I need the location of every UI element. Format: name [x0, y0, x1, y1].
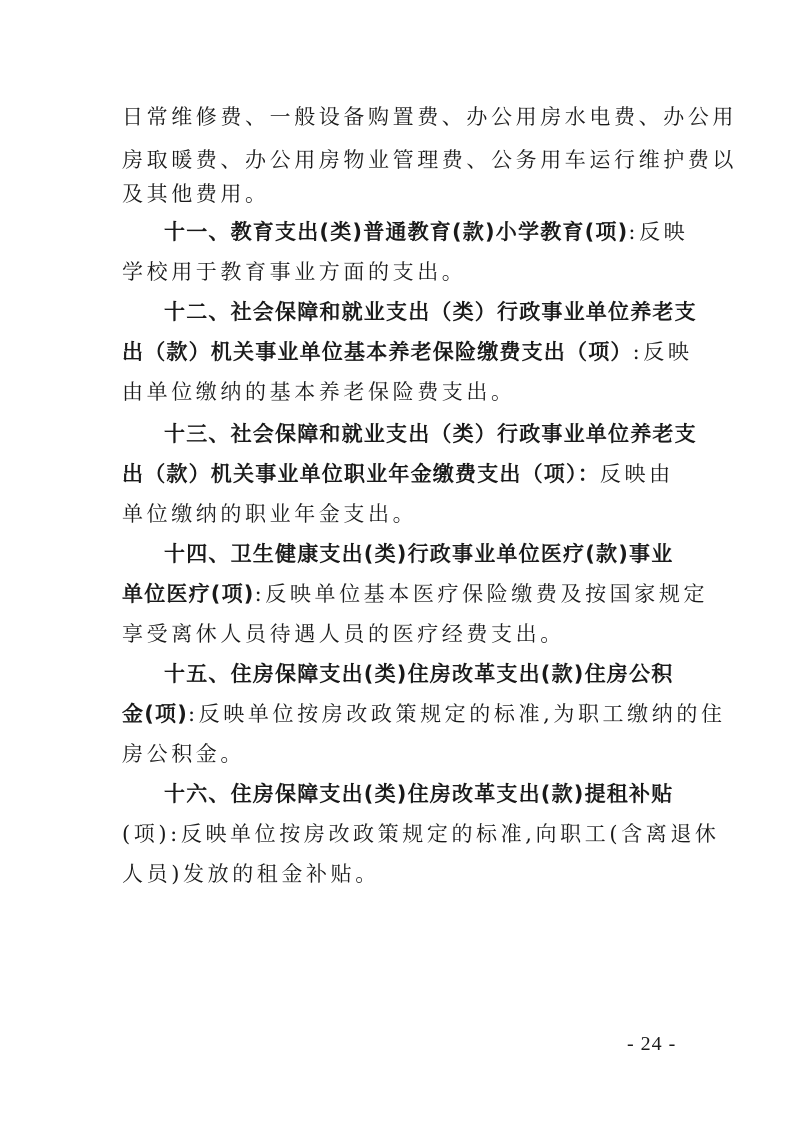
item-11-text: :反映 — [628, 220, 689, 244]
item-16-line-2: (项):反映单位按房改政策规定的标准,向职工(含离退休 — [122, 822, 720, 846]
item-15-heading-part-1: 十五、住房保障支出(类)住房改革支出(款)住房公积 — [164, 662, 674, 686]
item-12-text: :反映 — [632, 340, 693, 364]
item-14-text: :反映单位基本医疗保险缴费及按国家规定 — [254, 582, 709, 606]
item-11-line-2: 学校用于教育事业方面的支出。 — [122, 260, 467, 284]
intro-line-2: 房取暖费、办公用房物业管理费、公务用车运行维护费以 — [122, 148, 737, 172]
item-15-heading-part-2: 金(项) — [122, 702, 188, 726]
item-14-line-3: 享受离休人员待遇人员的医疗经费支出。 — [122, 622, 565, 646]
item-14-heading-part-2: 单位医疗(项) — [122, 582, 255, 606]
item-12-line-2 — [122, 336, 693, 368]
item-14-heading-part-1: 十四、卫生健康支出(类)行政事业单位医疗(款)事业 — [164, 542, 674, 566]
item-13-heading-part-2: 出（款）机关事业单位职业年金缴费支出（项）： — [122, 462, 600, 486]
item-16-line-3: 人员)发放的租金补贴。 — [122, 862, 380, 886]
item-13-line-3: 单位缴纳的职业年金支出。 — [122, 502, 418, 526]
item-11-heading: 十一、教育支出(类)普通教育(款)小学教育(项) — [164, 220, 629, 244]
item-15-line-2 — [122, 698, 726, 730]
item-13-text: 反映由 — [599, 462, 674, 486]
item-13-heading-part-1: 十三、社会保障和就业支出（类）行政事业单位养老支 — [164, 422, 697, 446]
item-12-heading-part-1: 十二、社会保障和就业支出（类）行政事业单位养老支 — [164, 300, 697, 324]
item-14-line-1 — [164, 538, 674, 570]
item-15-text: :反映单位按房改政策规定的标准,为职工缴纳的住 — [188, 702, 726, 726]
item-13-line-2 — [122, 458, 674, 490]
item-12-heading-part-2: 出（款）机关事业单位基本养老保险缴费支出（项） — [122, 340, 633, 364]
item-11-line-1 — [164, 216, 689, 248]
item-13-line-1 — [164, 418, 697, 450]
intro-line-3: 及其他费用。 — [122, 182, 270, 206]
page-number: - 24 - — [627, 1033, 677, 1055]
intro-line-1: 日常维修费、一般设备购置费、办公用房水电费、办公用 — [122, 105, 737, 129]
item-12-line-3: 由单位缴纳的基本养老保险费支出。 — [122, 380, 516, 404]
item-15-line-3: 房公积金。 — [122, 742, 245, 766]
item-12-line-1 — [164, 296, 697, 328]
item-14-line-2 — [122, 578, 709, 610]
item-15-line-1 — [164, 658, 674, 690]
item-16-heading: 十六、住房保障支出(类)住房改革支出(款)提租补贴 — [164, 782, 674, 806]
item-16-line-1 — [164, 778, 674, 810]
